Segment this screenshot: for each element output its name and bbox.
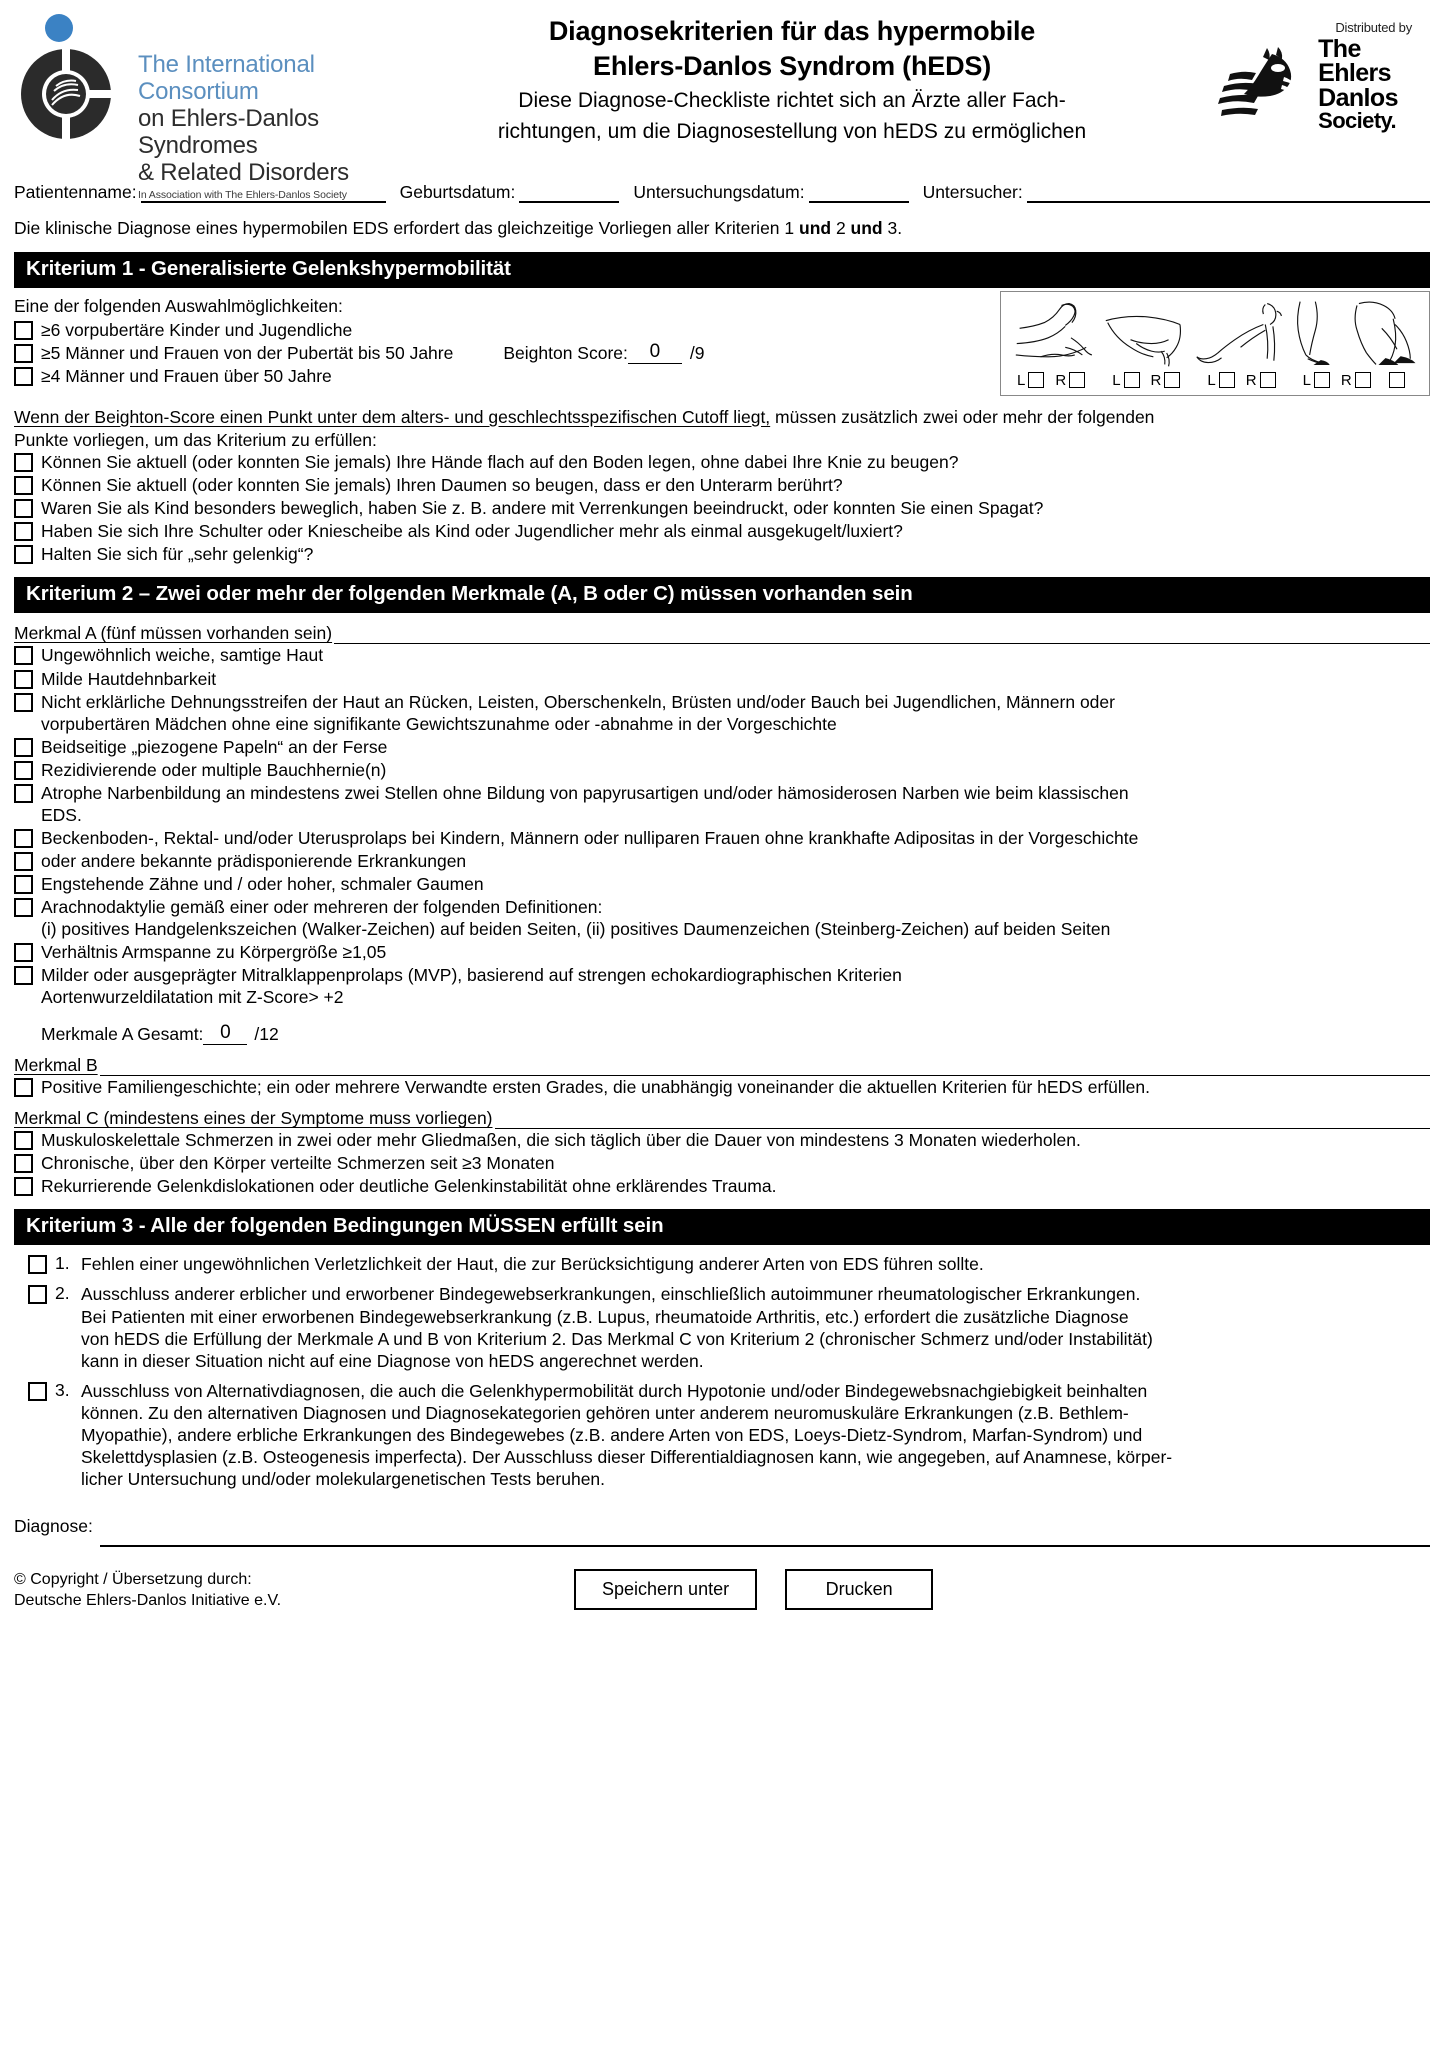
merkmal-c-heading-label: Merkmal C (mindestens eines der Symptome muss vorliegen)	[14, 1108, 493, 1129]
intro-part-3: 3.	[882, 218, 903, 238]
lr-label-left: L	[1112, 371, 1121, 389]
beighton-illustration-box	[1000, 291, 1430, 396]
examiner-input[interactable]	[1027, 183, 1430, 203]
consortium-logo	[14, 8, 404, 201]
intro-text	[14, 217, 1430, 240]
intro-bold-1: und	[799, 218, 832, 238]
merkmal-a-item-label: Atrophe Narbenbildung an mindestens zwei Stellen ohne Bildung von papyrusartigen und/oder hämosiderosen Narben wie beim klassischen	[41, 782, 1129, 803]
examiner-label: Untersucher:	[922, 182, 1023, 202]
merkmal-a-heading-rule	[334, 631, 1430, 644]
checkbox-beighton-ge6[interactable]	[14, 321, 33, 340]
checkbox-striae[interactable]	[14, 693, 33, 712]
checkbox-mild-skin-hyperextensibility[interactable]	[14, 670, 33, 689]
criterion-3-item-line: Skelettdysplasien (z.B. Osteogenesis imperfecta). Der Ausschluss dieser Differentialdiagnosen kann, wie angegeben, auf Anamnese, körper-	[81, 1446, 1173, 1467]
beighton-score-input[interactable]: 0	[628, 342, 682, 364]
criterion-3-item-number: 1.	[55, 1253, 70, 1274]
title-line-1: Diagnosekriterien für das hypermobile	[548, 16, 1036, 46]
zebra-head-icon	[1212, 46, 1308, 122]
knee-hyperextension-illustration-icon	[1283, 298, 1338, 370]
checkbox-arachnodactyly[interactable]	[14, 898, 33, 917]
beighton-score-max: /9	[689, 342, 705, 363]
merkmal-a-item	[14, 941, 1444, 963]
criterion-1-question-label: Können Sie aktuell (oder konnten Sie jemals) Ihre Hände flach auf den Boden legen, ohne dabei Ihre Knie zu beugen?	[41, 452, 959, 473]
checkbox-beighton-ge5[interactable]	[14, 344, 33, 363]
checkbox-abdominal-hernia[interactable]	[14, 761, 33, 780]
checkbox-elbow-left[interactable]	[1219, 372, 1235, 388]
criterion-3-item	[28, 1283, 1444, 1371]
criterion-3-item	[28, 1253, 1444, 1275]
criterion-1-option-row	[14, 319, 990, 341]
checkbox-pelvic-prolapse[interactable]	[14, 829, 33, 848]
merkmal-a-item	[14, 691, 1444, 735]
merkmal-a-item-label: Engstehende Zähne und / oder hoher, schmaler Gaumen	[41, 873, 484, 894]
trunk-forward-flexion-illustration-icon	[1338, 298, 1420, 370]
checkbox-fingers-left[interactable]	[1028, 372, 1044, 388]
criterion-1-option-row	[14, 342, 990, 364]
criterion-1-cutoff-note-line2: Punkte vorliegen, um das Kriterium zu erfüllen:	[14, 429, 377, 450]
lr-label-left: L	[1017, 371, 1026, 389]
merkmal-b-heading	[14, 1055, 1430, 1076]
criterion-3-item-line: von hEDS die Erfüllung der Merkmale A und B von Kriterium 2. Das Merkmal C von Kriterium 2 (chronischer Schmerz und/oder Instabilität)	[81, 1328, 1153, 1349]
checkbox-arm-span-height-ratio[interactable]	[14, 943, 33, 962]
checkbox-beighton-ge4[interactable]	[14, 367, 33, 386]
merkmal-a-item	[14, 827, 1444, 849]
criterion-1-option-label: ≥6 vorpubertäre Kinder und Jugendliche	[41, 319, 353, 340]
elbow-hyperextension-illustration-icon	[1193, 298, 1283, 370]
checkbox-question-dislocation[interactable]	[14, 522, 33, 541]
criterion-3-items	[0, 1253, 1444, 1489]
logo-line-2: on Ehlers-Danlos Syndromes	[138, 104, 319, 159]
merkmal-a-item-label: Ungewöhnlich weiche, samtige Haut	[41, 645, 324, 666]
merkmal-c-item-label: Chronische, über den Körper verteilte Schmerzen seit ≥3 Monaten	[41, 1153, 555, 1174]
beighton-lr-group-knee	[1300, 372, 1379, 389]
intro-bold-2: und	[850, 218, 883, 238]
merkmal-a-heading	[14, 623, 1430, 644]
intro-part-1: Die klinische Diagnose eines hypermobilen EDS erfordert das gleichzeitige Vorliegen aller Kriterien 1	[14, 218, 799, 238]
checkbox-thumb-left[interactable]	[1124, 372, 1140, 388]
checkbox-other-predisposing[interactable]	[14, 852, 33, 871]
patient-info-row	[14, 182, 1430, 203]
criterion-1-question-row	[14, 474, 1444, 496]
merkmal-c-item	[14, 1129, 1444, 1151]
criterion-1-option-label: ≥5 Männer und Frauen von der Pubertät bis 50 Jahre	[41, 342, 454, 363]
checkbox-trunk-flexion[interactable]	[1389, 372, 1405, 388]
consortium-logo-mark-icon	[14, 12, 132, 144]
merkmal-a-heading-label: Merkmal A (fünf müssen vorhanden sein)	[14, 623, 333, 644]
checkbox-question-hands-flat[interactable]	[14, 453, 33, 472]
merkmal-a-item-label: Milde Hautdehnbarkeit	[41, 668, 217, 689]
eds-word-1: The	[1318, 35, 1361, 63]
merkmal-a-items	[0, 644, 1444, 1045]
checkbox-piezogenic-papules[interactable]	[14, 738, 33, 757]
exam-date-label: Untersuchungsdatum:	[633, 182, 805, 202]
merkmal-a-item-label: Arachnodaktylie gemäß einer oder mehreren der folgenden Definitionen:	[41, 897, 603, 917]
beighton-figures	[1004, 295, 1426, 370]
criterion-1-top-row	[0, 288, 1444, 396]
eds-word-2: Ehlers	[1318, 59, 1391, 88]
merkmal-a-item-continuation: vorpubertären Mädchen ohne eine signifikante Gewichtszunahme oder -abnahme in der Vorgeschichte	[41, 713, 837, 734]
merkmal-a-total-input[interactable]: 0	[203, 1022, 247, 1045]
criterion-3-item-line: Ausschluss von Alternativdiagnosen, die auch die Gelenkhypermobilität durch Hypotonie und/oder Bindegewebsnachgiebigkeit beinhalten	[81, 1380, 1148, 1401]
merkmal-b-item	[14, 1076, 1444, 1098]
merkmal-a-item-label: Beckenboden-, Rektal- und/oder Uterusprolaps bei Kindern, Männern oder nulliparen Frauen ohne krankhafte Adipositas in der Vorgeschichte	[41, 827, 1139, 848]
criterion-1-option-label: ≥4 Männer und Frauen über 50 Jahre	[41, 365, 332, 386]
diagnose-label: Diagnose:	[14, 1515, 93, 1536]
checkbox-mitral-valve-prolapse[interactable]	[14, 966, 33, 985]
criterion-1-question-row	[14, 520, 1444, 542]
criterion-1-question-row	[14, 451, 1444, 473]
criterion-1-header: Kriterium 1 - Generalisierte Gelenkshypermobilität	[14, 252, 1430, 288]
merkmal-c-item	[14, 1175, 1444, 1197]
lr-label-right: R	[1055, 371, 1067, 389]
lr-label-left: L	[1207, 371, 1216, 389]
merkmal-c-item-label: Rekurrierende Gelenkdislokationen oder deutliche Gelenkinstabilität ohne erklärendes Trauma.	[41, 1176, 777, 1197]
criterion-3-item-line: Bei Patienten mit einer erworbenen Bindegewebserkrankung (z.B. Lupus, rheumatoide Arthritis, etc.) erfordert die zusätzliche Diagnose	[81, 1306, 1129, 1327]
beighton-lr-group-fingers	[1014, 372, 1093, 389]
checkbox-positive-family-history[interactable]	[14, 1078, 33, 1097]
checkbox-knee-right[interactable]	[1355, 372, 1371, 388]
criterion-1-option-row	[14, 365, 990, 387]
merkmal-c-heading	[14, 1108, 1430, 1129]
eds-word-4: Society.	[1318, 107, 1397, 133]
merkmal-a-item-label: Nicht erklärliche Dehnungsstreifen der Haut an Rücken, Leisten, Oberschenkeln, Brüsten und/oder Bauch bei Jugendlichen, Männern oder	[41, 691, 1115, 712]
checkbox-soft-velvety-skin[interactable]	[14, 646, 33, 665]
criterion-1-question-label: Haben Sie sich Ihre Schulter oder Kniescheibe als Kind oder Jugendlicher mehr als einmal ausgekugelt/luxiert?	[41, 521, 903, 542]
merkmal-a-item	[14, 896, 1444, 940]
checkbox-recurrent-joint-dislocations[interactable]	[14, 1177, 33, 1196]
criterion-1-cutoff-note-rest: müssen zusätzlich zwei oder mehr der folgenden	[770, 406, 1155, 427]
birthdate-label: Geburtsdatum:	[399, 182, 516, 202]
merkmal-a-total-max: /12	[254, 1024, 279, 1045]
exam-date-input[interactable]	[809, 183, 909, 203]
checkbox-criterion3-item-1[interactable]	[28, 1255, 47, 1274]
merkmal-a-item	[14, 873, 1444, 895]
checkbox-fingers-right[interactable]	[1069, 372, 1085, 388]
merkmal-a-item	[14, 850, 1444, 872]
checkbox-criterion3-item-3[interactable]	[28, 1382, 47, 1401]
page-title	[404, 8, 1180, 146]
consortium-logo-text	[132, 12, 404, 201]
criterion-3-item-line: Ausschluss anderer erblicher und erworbener Bindegewebserkrankungen, einschließlich autoimmuner rheumatologischer Erkrankungen.	[81, 1284, 1141, 1305]
criterion-1-question-label: Waren Sie als Kind besonders beweglich, haben Sie z. B. andere mit Verrenkungen beeindruckt, oder konnten Sie einen Spagat?	[41, 498, 1044, 519]
criterion-1-question-label: Halten Sie sich für „sehr gelenkig“?	[41, 544, 314, 565]
criterion-3-item	[28, 1380, 1444, 1490]
merkmal-a-item	[14, 964, 1444, 1008]
merkmal-a-item-label: oder andere bekannte prädisponierende Erkrankungen	[41, 850, 467, 871]
merkmal-b-item-label: Positive Familiengeschichte; ein oder mehrere Verwandte ersten Grades, die unabhängig voneinander die aktuellen Kriterien für hEDS erfüllen.	[41, 1077, 1150, 1098]
merkmal-a-item-label: Verhältnis Armspanne zu Körpergröße ≥1,05	[41, 942, 387, 963]
finger-extension-illustration-icon	[1012, 298, 1102, 370]
beighton-score-label: Beighton Score:	[503, 342, 628, 363]
criterion-3-item-line: können. Zu den alternativen Diagnosen und Diagnosekategorien gehören unter anderem neuromuskuläre Erkrankungen (z.B. Bethlem-	[81, 1402, 1129, 1423]
merkmal-a-item-continuation: EDS.	[41, 804, 82, 825]
lr-label-right: R	[1150, 371, 1162, 389]
subtitle-line-2: richtungen, um die Diagnosestellung von hEDS zu ermöglichen	[497, 120, 1087, 144]
print-button[interactable]: Drucken	[785, 1569, 933, 1610]
thumb-to-forearm-illustration-icon	[1102, 298, 1192, 370]
checkbox-chronic-widespread-pain[interactable]	[14, 1154, 33, 1173]
lr-label-right: R	[1340, 371, 1352, 389]
merkmal-a-item-continuation: (i) positives Handgelenkszeichen (Walker-Zeichen) auf beiden Seiten, (ii) positives Daumenzeichen (Steinberg-Zeichen) auf beiden Seiten	[41, 919, 1111, 940]
copyright-line-2: Deutsche Ehlers-Danlos Initiative e.V.	[14, 1592, 282, 1610]
criterion-3-item-line: kann in dieser Situation nicht auf eine Diagnose von hEDS angerechnet werden.	[81, 1350, 704, 1371]
merkmal-c-items	[0, 1129, 1444, 1197]
intro-part-2: 2	[831, 218, 851, 238]
merkmal-a-item	[14, 782, 1444, 826]
checkbox-dental-crowding[interactable]	[14, 875, 33, 894]
footer-buttons	[574, 1569, 933, 1610]
merkmal-c-heading-rule	[495, 1116, 1431, 1129]
title-line-2: Ehlers-Danlos Syndrom (hEDS)	[593, 50, 991, 81]
save-as-button[interactable]: Speichern unter	[574, 1569, 757, 1610]
checkbox-question-thumb-forearm[interactable]	[14, 476, 33, 495]
merkmal-a-item-label: Milder oder ausgeprägter Mitralklappenprolaps (MVP), basierend auf strengen echokardiographischen Kriterien	[41, 965, 902, 986]
merkmal-b-heading-rule	[100, 1063, 1430, 1076]
logo-line-3: & Related Disorders	[138, 158, 349, 186]
merkmal-a-total-field	[41, 1022, 1444, 1045]
criterion-1-cutoff-note	[14, 406, 1430, 452]
merkmal-c-item	[14, 1152, 1444, 1174]
criterion-3-item-number: 3.	[55, 1379, 70, 1400]
merkmal-a-item	[14, 644, 1444, 666]
beighton-lr-group-thumb	[1109, 372, 1188, 389]
checkbox-question-child-flexible[interactable]	[14, 499, 33, 518]
beighton-score-field	[503, 342, 704, 364]
eds-society-wordmark	[1318, 37, 1398, 131]
criterion-1-question-row	[14, 497, 1444, 519]
logo-line-4: In Association with The Ehlers-Danlos Society	[138, 189, 347, 202]
patient-name-input[interactable]	[141, 183, 386, 203]
eds-word-3: Danlos	[1318, 83, 1398, 112]
distributed-by-label: Distributed by	[1335, 20, 1412, 35]
merkmal-a-item-continuation: Aortenwurzeldilatation mit Z-Score> +2	[41, 987, 344, 1008]
subtitle-line-1: Diese Diagnose-Checkliste richtet sich an Ärzte aller Fach-	[518, 89, 1066, 113]
criterion-3-item-line: Myopathie), andere erbliche Erkrankungen des Bindegewebes (z.B. andere Arten von EDS, Loeys-Dietz-Syndrom, Marfan-Syndrom) und	[81, 1424, 1143, 1445]
beighton-lr-group-elbow	[1204, 372, 1283, 389]
lr-label-left: L	[1302, 371, 1311, 389]
patient-name-label: Patientenname:	[14, 182, 137, 202]
checkbox-knee-left[interactable]	[1314, 372, 1330, 388]
lr-label-right: R	[1245, 371, 1257, 389]
ehlers-danlos-society-logo	[1180, 8, 1430, 131]
birthdate-input[interactable]	[519, 183, 619, 203]
merkmal-b-heading-label: Merkmal B	[14, 1055, 98, 1076]
criterion-1-cutoff-note-underlined: Wenn der Beighton-Score einen Punkt unter dem alters- und geschlechtsspezifischen Cutoff liegt,	[14, 406, 771, 427]
criterion-3-item-number: 2.	[55, 1283, 70, 1304]
merkmal-c-item-label: Muskuloskelettale Schmerzen in zwei oder mehr Gliedmaßen, die sich täglich über die Dauer von mindestens 3 Monaten wiederholen.	[41, 1130, 1081, 1151]
checkbox-question-double-jointed[interactable]	[14, 545, 33, 564]
checkbox-thumb-right[interactable]	[1164, 372, 1180, 388]
checkbox-criterion3-item-2[interactable]	[28, 1285, 47, 1304]
criterion-1-question-label: Können Sie aktuell (oder konnten Sie jemals) Ihren Daumen so beugen, dass er den Unterarm berührt?	[41, 475, 843, 496]
criterion-3-item-line: licher Untersuchung und/oder molekulargenetischen Tests beruhen.	[81, 1468, 606, 1489]
criterion-1-lead: Eine der folgenden Auswahlmöglichkeiten:	[14, 295, 343, 316]
copyright-line-1: © Copyright / Übersetzung durch:	[14, 1570, 252, 1588]
page-footer	[0, 1569, 1444, 1626]
merkmal-a-item	[14, 736, 1444, 758]
logo-line-1: The International Consortium	[138, 51, 315, 105]
diagnose-input[interactable]	[100, 1543, 1430, 1547]
criterion-1-question-row	[14, 543, 1444, 565]
merkmal-a-item	[14, 759, 1444, 781]
merkmal-b-items	[0, 1076, 1444, 1098]
criterion-2-header: Kriterium 2 – Zwei oder mehr der folgenden Merkmale (A, B oder C) müssen vorhanden sein	[14, 577, 1430, 613]
criterion-3-item-line: Fehlen einer ungewöhnlichen Verletzlichkeit der Haut, die zur Berücksichtigung anderer Arten von EDS führen sollte.	[81, 1254, 984, 1275]
merkmal-a-total-label: Merkmale A Gesamt:	[41, 1024, 204, 1045]
copyright-block	[14, 1569, 574, 1612]
beighton-lr-checkbox-row	[1004, 370, 1426, 392]
criterion-1-questions	[0, 451, 1444, 565]
checkbox-atrophic-scarring[interactable]	[14, 784, 33, 803]
checkbox-elbow-right[interactable]	[1260, 372, 1276, 388]
criterion-3-header: Kriterium 3 - Alle der folgenden Bedingungen MÜSSEN erfüllt sein	[14, 1209, 1430, 1245]
checkbox-musculoskeletal-pain[interactable]	[14, 1131, 33, 1150]
merkmal-a-item-label: Beidseitige „piezogene Papeln“ an der Ferse	[41, 736, 388, 757]
merkmal-a-item-label: Rezidivierende oder multiple Bauchhernie(n)	[41, 759, 387, 780]
merkmal-a-item	[14, 668, 1444, 690]
